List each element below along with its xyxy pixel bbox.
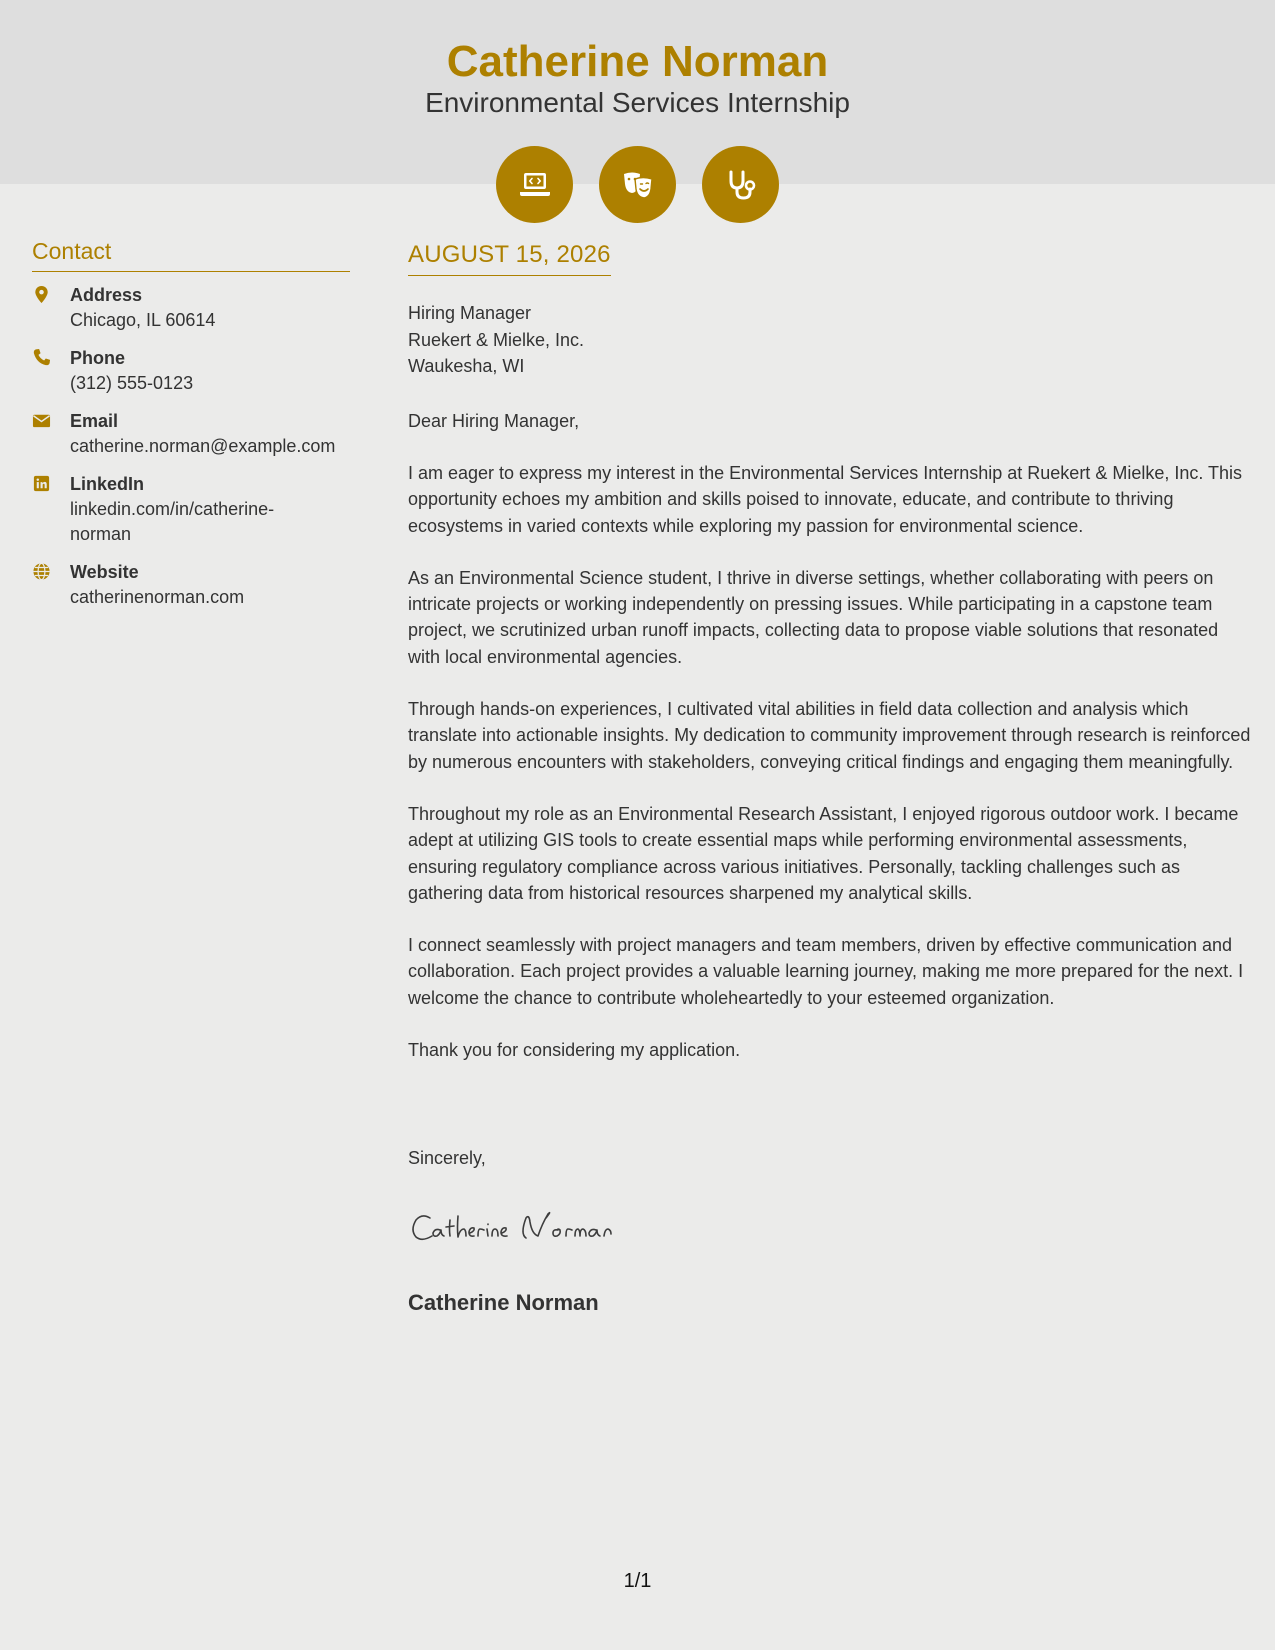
contact-label: LinkedIn bbox=[70, 474, 145, 494]
contact-value: catherinenorman.com bbox=[70, 587, 245, 607]
interest-icons bbox=[496, 146, 779, 223]
body-paragraph: I am eager to express my interest in the Environmental Services Internship at Ruekert & Mielke, Inc. This opportunity echoes my ambition and skills poised to innovate, educate, and contribute to thriving ecosystems in varied contexts while exploring my passion for environmental science. bbox=[408, 463, 1243, 536]
closing: Sincerely, bbox=[408, 1148, 486, 1168]
contact-value: Chicago, IL 60614 bbox=[70, 310, 216, 330]
body-paragraph: Throughout my role as an Environmental Research Assistant, I enjoyed rigorous outdoor work. I became adept at utilizing GIS tools to create essential maps while performing environmental assessments, ensuring regulatory compliance across various initiatives. Personally, tackling challenges such as gathering data from historical resources sharpened my analytical skills. bbox=[408, 803, 1239, 903]
phone-icon bbox=[32, 346, 70, 396]
laptop-code-icon bbox=[496, 146, 573, 223]
contact-value: (312) 555-0123 bbox=[70, 373, 194, 393]
letter-body bbox=[408, 460, 1253, 1089]
recipient-line: Ruekert & Mielke, Inc. bbox=[408, 329, 585, 350]
body-paragraph: Thank you for considering my application. bbox=[408, 1040, 741, 1061]
signed-name: Catherine Norman bbox=[408, 1290, 599, 1315]
recipient-line: Waukesha, WI bbox=[408, 356, 525, 376]
contact-list bbox=[32, 283, 362, 623]
masks-theater-icon bbox=[599, 146, 676, 223]
contact-phone bbox=[32, 346, 362, 396]
body-paragraph: Through hands-on experiences, I cultivated vital abilities in field data collection and analysis which translate into actionable insights. My dedication to community improvement through research is reinforced by numerous encounters with stakeholders, conveying critical findings and engaging them meaningfully. bbox=[408, 699, 1251, 772]
handwritten-signature bbox=[408, 1204, 668, 1248]
salutation: Dear Hiring Manager, bbox=[408, 411, 580, 431]
stethoscope-icon bbox=[702, 146, 779, 223]
letter-date: AUGUST 15, 2026 bbox=[408, 241, 611, 276]
contact-email bbox=[32, 409, 362, 459]
contact-linkedin bbox=[32, 472, 362, 547]
contact-label: Website bbox=[70, 562, 139, 582]
envelope-icon bbox=[32, 409, 70, 459]
body-paragraph: I connect seamlessly with project managers and team members, driven by effective communication and collaboration. Each project provides a valuable learning journey, making me more prepared for the next. I welcome the chance to contribute wholeheartedly to your esteemed organization. bbox=[408, 935, 1244, 1008]
applicant-name: Catherine Norman bbox=[446, 37, 829, 86]
page-number: 1/1 bbox=[623, 1570, 652, 1592]
body-paragraph: As an Environmental Science student, I thrive in diverse settings, whether collaborating with peers on intricate projects or working independently on pressing issues. While participating in a capstone team project, we scrutinized urban runoff impacts, collecting data to propose viable solutions that resonated with local environmental agencies. bbox=[408, 567, 1219, 667]
job-title: Environmental Services Internship bbox=[425, 87, 850, 118]
recipient-block bbox=[408, 300, 584, 380]
contact-address bbox=[32, 283, 362, 333]
globe-icon bbox=[32, 560, 70, 610]
contact-label: Address bbox=[70, 285, 143, 305]
contact-heading: Contact bbox=[32, 238, 350, 272]
linkedin-icon bbox=[32, 472, 70, 547]
contact-value: linkedin.com/in/catherine-norman bbox=[70, 499, 275, 544]
contact-label: Email bbox=[70, 411, 119, 431]
contact-website bbox=[32, 560, 362, 610]
contact-value: catherine.norman@example.com bbox=[70, 436, 336, 456]
recipient-line: Hiring Manager bbox=[408, 303, 532, 323]
contact-label: Phone bbox=[70, 348, 126, 368]
location-pin-icon bbox=[32, 283, 70, 333]
